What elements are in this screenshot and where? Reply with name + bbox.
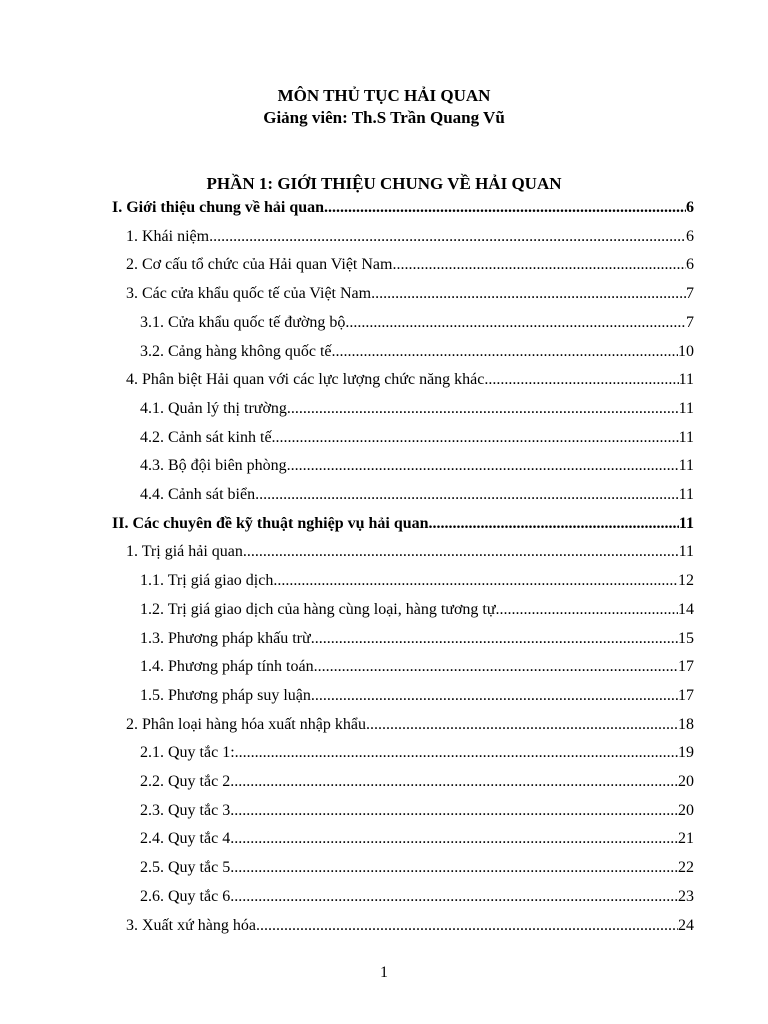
- toc-entry-page: 14: [678, 600, 694, 618]
- toc-entry[interactable]: [140, 570, 694, 592]
- toc-entry[interactable]: [140, 599, 694, 621]
- toc-entry[interactable]: [140, 742, 694, 764]
- toc-entry-title: 3. Xuất xứ hàng hóa: [126, 916, 256, 934]
- toc-dot-leader: [314, 656, 678, 678]
- toc-entry[interactable]: [126, 283, 694, 305]
- toc-entry-page: 12: [678, 572, 694, 590]
- toc-entry-title: 2.3. Quy tắc 3: [140, 801, 231, 819]
- toc-dot-leader: [235, 742, 678, 764]
- toc-dot-leader: [272, 427, 679, 449]
- toc-entry-page: 11: [678, 543, 694, 561]
- toc-entry-page: 20: [678, 773, 694, 790]
- toc-entry[interactable]: [140, 628, 694, 650]
- toc-entry[interactable]: [140, 886, 694, 908]
- toc-entry-page: 11: [678, 399, 694, 417]
- toc-dot-leader: [230, 771, 678, 793]
- toc-entry-page: 6: [686, 199, 694, 216]
- toc-entry-page: 17: [678, 686, 694, 704]
- toc-dot-leader: [230, 857, 678, 879]
- toc-entry-title: 2.4. Quy tắc 4: [140, 830, 231, 848]
- toc-dot-leader: [230, 800, 678, 822]
- toc-dot-leader: [371, 283, 686, 305]
- toc-dot-leader: [230, 828, 678, 850]
- toc-entry-title: 1.3. Phương pháp khấu trừ: [140, 629, 311, 647]
- toc-dot-leader: [273, 570, 678, 592]
- toc-dot-leader: [311, 628, 678, 650]
- toc-dot-leader: [429, 513, 679, 535]
- toc-dot-leader: [243, 541, 679, 563]
- toc-entry-title: 2.6. Quy tắc 6: [140, 887, 231, 905]
- toc-entry[interactable]: [140, 771, 694, 793]
- toc-entry[interactable]: [140, 341, 694, 363]
- toc-entry-page: 21: [678, 830, 694, 848]
- toc-entry-page: 22: [678, 859, 694, 877]
- toc-entry-page: 17: [678, 658, 694, 676]
- toc-entry[interactable]: [126, 714, 694, 736]
- toc-entry[interactable]: [126, 369, 694, 391]
- toc-dot-leader: [345, 312, 686, 334]
- toc-entry-page: 6: [686, 227, 694, 245]
- toc-entry[interactable]: [126, 254, 694, 276]
- toc-dot-leader: [209, 226, 686, 248]
- toc-entry-title: 1.5. Phương pháp suy luận: [140, 686, 311, 704]
- toc-entry-title: 1.2. Trị giá giao dịch của hàng cùng loại, hàng tương tự: [140, 600, 496, 618]
- toc-entry-page: 11: [678, 428, 694, 446]
- toc-entry-title: 4.3. Bộ đội biên phòng: [140, 457, 287, 475]
- toc-entry[interactable]: [140, 484, 694, 506]
- toc-entry-title: 1. Khái niệm: [126, 227, 210, 245]
- toc-entry-page: 24: [678, 916, 694, 934]
- toc-entry[interactable]: [140, 800, 694, 822]
- toc-dot-leader: [392, 254, 686, 276]
- toc-entry-page: 18: [678, 715, 694, 733]
- document-title: MÔN THỦ TỤC HẢI QUAN: [277, 86, 491, 105]
- toc-entry[interactable]: [140, 427, 694, 449]
- toc-entry[interactable]: [140, 312, 694, 334]
- toc-entry-title: 4. Phân biệt Hải quan với các lực lượng chức năng khác: [126, 371, 485, 389]
- toc-entry[interactable]: [112, 513, 694, 535]
- toc-entry-page: 7: [686, 285, 694, 303]
- toc-entry-page: 6: [686, 256, 694, 274]
- toc-entry-title: 2.1. Quy tắc 1:: [140, 744, 235, 762]
- toc-entry[interactable]: [126, 226, 694, 248]
- toc-entry-title: 1.4. Phương pháp tính toán: [140, 658, 314, 676]
- toc-entry-page: 11: [678, 486, 694, 503]
- toc-entry-title: 1. Trị giá hải quan: [126, 543, 243, 561]
- toc-entry-title: 2. Cơ cấu tổ chức của Hải quan Việt Nam: [126, 256, 393, 274]
- toc-entry[interactable]: [140, 828, 694, 850]
- toc-entry-page: 7: [686, 313, 694, 331]
- toc-dot-leader: [332, 341, 678, 363]
- toc-entry-page: 11: [678, 514, 694, 532]
- toc-entry-page: 20: [678, 801, 694, 819]
- toc-entry-title: 1.1. Trị giá giao dịch: [140, 572, 274, 590]
- toc-entry-title: 3.1. Cửa khẩu quốc tế đường bộ: [140, 313, 346, 331]
- toc-entry-title: 3.2. Cảng hàng không quốc tế: [140, 342, 332, 360]
- toc-entry-title: 4.4. Cảnh sát biển: [140, 486, 256, 503]
- toc-entry-page: 19: [678, 744, 694, 762]
- toc-entry[interactable]: [140, 455, 694, 477]
- toc-entry-title: 2.5. Quy tắc 5: [140, 859, 231, 877]
- toc-dot-leader: [256, 915, 678, 937]
- toc-entry-page: 23: [678, 887, 694, 905]
- toc-dot-leader: [366, 714, 678, 736]
- toc-dot-leader: [496, 599, 678, 621]
- toc-dot-leader: [287, 455, 679, 477]
- toc-dot-leader: [255, 484, 679, 506]
- toc-entry-page: 11: [678, 457, 694, 475]
- toc-dot-leader: [287, 398, 679, 420]
- lecturer-line: Giảng viên: Th.S Trần Quang Vũ: [263, 108, 505, 127]
- toc-entry[interactable]: [140, 398, 694, 420]
- toc-entry[interactable]: [126, 915, 694, 937]
- toc-entry[interactable]: [126, 541, 694, 563]
- toc-entry-title: 2.2. Quy tắc 2: [140, 773, 231, 790]
- toc-entry-title: 2. Phân loại hàng hóa xuất nhập khẩu: [126, 715, 366, 733]
- toc-entry-page: 11: [678, 371, 694, 389]
- toc-entry-page: 15: [678, 629, 694, 647]
- toc-dot-leader: [484, 369, 678, 391]
- toc-entry[interactable]: [112, 197, 694, 219]
- toc-entry-title: 4.2. Cảnh sát kinh tế: [140, 428, 272, 446]
- toc-entry-title: 4.1. Quản lý thị trường: [140, 399, 287, 417]
- page-number: 1: [380, 964, 388, 981]
- toc-entry[interactable]: [140, 857, 694, 879]
- toc-entry-title: 3. Các cửa khẩu quốc tế của Việt Nam: [126, 285, 372, 303]
- toc-entry[interactable]: [140, 656, 694, 678]
- toc-dot-leader: [324, 197, 686, 219]
- toc-entry-title: I. Giới thiệu chung về hải quan: [112, 199, 325, 216]
- section-heading: PHẦN 1: GIỚI THIỆU CHUNG VỀ HẢI QUAN: [206, 174, 562, 193]
- toc-entry-title: II. Các chuyên đề kỹ thuật nghiệp vụ hải quan: [112, 514, 429, 532]
- toc-dot-leader: [230, 886, 678, 908]
- toc-dot-leader: [311, 685, 678, 707]
- toc-entry-page: 10: [678, 342, 694, 360]
- toc-entry[interactable]: [140, 685, 694, 707]
